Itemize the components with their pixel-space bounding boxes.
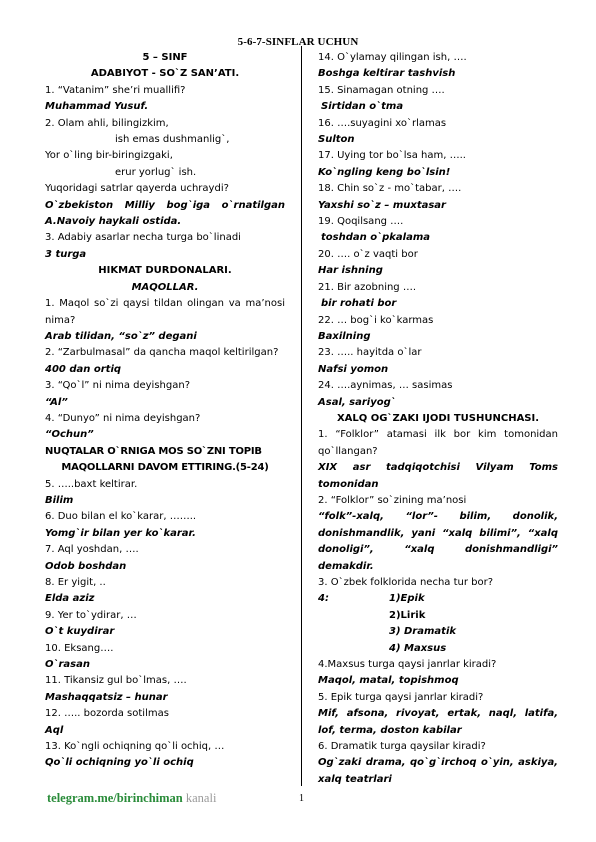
- h-question-1: 1. Maqol so`zi qaysi tildan olingan va ma’nosi nima?: [45, 298, 285, 326]
- proverb-8-question: 8. Er yigit, ..: [45, 577, 106, 588]
- proverb-17-question: 17. Uying tor bo`lsa ham, …..: [318, 150, 466, 162]
- h-question-2: 2. “Zarbulmasal” da qancha maqol keltirilgan?: [45, 347, 279, 359]
- proverb-20-answer: Har ishning: [318, 265, 383, 277]
- h-answer-2: 400 dan ortiq: [45, 363, 122, 375]
- section-title: ADABIYOT - SO`Z SAN’ATI.: [90, 68, 240, 80]
- h-question-4: 4. “Dunyo” ni nima deyishgan?: [45, 412, 201, 424]
- folklor-question-5: 5. Epik turga qaysi janrlar kiradi?: [318, 691, 484, 703]
- folklor-type-2: 2)Lirik: [389, 609, 426, 621]
- proverb-9-question: 9. Yer to`ydirar, …: [45, 609, 137, 621]
- proverb-14-answer: Boshga keltirar tashvish: [318, 68, 456, 80]
- proverb-6-answer: Yomg`ir bilan yer ko`karar.: [45, 527, 196, 539]
- proverb-16-answer: Sulton: [318, 134, 355, 146]
- folklor-type-3: 3) Dramatik: [389, 626, 457, 638]
- answer-3: 3 turga: [45, 248, 87, 260]
- question-2-line-4: erur yorlug` ish.: [115, 166, 197, 178]
- folklor-answer-3-count: 4:: [318, 593, 329, 605]
- question-2-line-1: 2. Olam ahli, bilingizkim,: [45, 117, 169, 129]
- proverb-14-question: 14. O`ylamay qilingan ish, ….: [318, 52, 467, 63]
- answer-1: Muhammad Yusuf.: [45, 101, 149, 113]
- proverb-12-question: 12. ….. bozorda sotilmas: [45, 708, 169, 720]
- proverb-11-answer: Mashaqqatsiz – hunar: [45, 691, 168, 703]
- proverb-11-question: 11. Tikansiz gul bo`lmas, ….: [45, 675, 187, 687]
- telegram-link[interactable]: telegram.me/birinchiman: [47, 791, 183, 805]
- proverb-13-answer: Qo`li ochiqning yo`li ochiq: [45, 757, 194, 769]
- proverb-10-answer: O`rasan: [45, 659, 90, 671]
- folklor-question-1: 1. “Folklor” atamasi ilk bor kim tomonidan qo`llangan?: [318, 429, 558, 457]
- proverb-17-answer: Ko`ngling keng bo`lsin!: [318, 166, 451, 178]
- proverb-24-answer: Asal, sariyog`: [318, 396, 396, 408]
- proverb-18-answer: Yaxshi so`z – muxtasar: [318, 199, 446, 211]
- column-divider: [301, 46, 302, 786]
- task-heading-line-1: NUQTALAR O`RNIGA MOS SO`ZNI TOPIB: [45, 445, 262, 457]
- answer-2-line-1: O`zbekiston Milliy bog`iga o`rnatilgan: [45, 199, 285, 211]
- h-answer-1: Arab tilidan, “so`z” degani: [45, 330, 197, 342]
- proverb-15-answer: Sirtidan o`tma: [321, 101, 404, 113]
- heading-folklor: XALQ OG`ZAKI IJODI TUSHUNCHASI.: [336, 412, 540, 424]
- heading-hikmat: HIKMAT DURDONALARI.: [98, 265, 232, 277]
- proverb-12-answer: Aql: [45, 724, 64, 736]
- proverb-7-answer: Odob boshdan: [45, 560, 127, 572]
- proverb-21-question: 21. Bir azobning ….: [318, 281, 417, 293]
- folklor-question-6: 6. Dramatik turga qaysilar kiradi?: [318, 741, 486, 753]
- folklor-question-3: 3. O`zbek folklorida necha tur bor?: [318, 577, 494, 588]
- folklor-type-1: 1)Epik: [389, 593, 425, 605]
- proverb-22-question: 22. … bog`i ko`karmas: [318, 314, 434, 326]
- proverb-9-answer: O`t kuydirar: [45, 626, 115, 638]
- proverb-23-answer: Nafsi yomon: [318, 363, 389, 375]
- footer-channel: [47, 791, 216, 806]
- page-number: 1: [299, 793, 304, 804]
- folklor-answer-3: [318, 591, 558, 607]
- folklor-type-4: 4) Maxsus: [389, 642, 447, 654]
- proverb-18-question: 18. Chin so`z - mo`tabar, ….: [318, 183, 462, 195]
- proverb-19-answer: toshdan o`pkalama: [321, 232, 430, 244]
- proverb-20-question: 20. …. o`z vaqti bor: [318, 248, 418, 260]
- h-answer-3: “Al”: [45, 396, 68, 408]
- folklor-question-2: 2. “Folklor” so`zining ma’nosi: [318, 494, 467, 506]
- heading-maqollar: MAQOLLAR.: [131, 281, 199, 293]
- folklor-answer-5: Mif, afsona, rivoyat, ertak, naql, latifa, lof, terma, doston kabilar: [318, 708, 558, 736]
- folklor-question-4: 4.Maxsus turga qaysi janrlar kiradi?: [318, 659, 497, 671]
- question-2-line-3: Yor o`ling bir-biringizgaki,: [45, 150, 173, 162]
- question-1: 1. “Vatanim” she’ri muallifi?: [45, 84, 186, 96]
- channel-suffix: kanali: [182, 791, 217, 805]
- proverb-21-answer: bir rohati bor: [321, 298, 397, 310]
- proverb-15-question: 15. Sinamagan otning ….: [318, 84, 445, 96]
- task-heading-line-2: MAQOLLARNI DAVOM ETTIRING.(5-24): [61, 462, 269, 474]
- proverb-24-question: 24. ….aynimas, … sasimas: [318, 380, 453, 392]
- h-answer-4: “Ochun”: [45, 429, 94, 441]
- folklor-answer-1: XIX asr tadqiqotchisi Vilyam Toms tomonidan: [318, 462, 558, 490]
- proverb-23-question: 23. ….. hayitda o`lar: [318, 347, 422, 359]
- proverb-22-answer: Baxilning: [318, 330, 371, 342]
- h-question-3: 3. “Qo`l” ni nima deyishgan?: [45, 380, 190, 392]
- question-2-line-2: ish emas dushmanlig`,: [115, 134, 230, 146]
- answer-2-line-2: A.Navoiy haykali ostida.: [45, 216, 182, 228]
- folklor-answer-4: Maqol, matal, topishmoq: [318, 675, 459, 687]
- proverb-10-question: 10. Eksang….: [45, 642, 114, 654]
- folklor-answer-2: “folk”-xalq, “lor”- bilim, donolik, donishmandlik, yani “xalq bilimi”, “xalq donoligi”, “xalq donishmandligi” demakdir.: [318, 511, 558, 572]
- proverb-13-question: 13. Ko`ngli ochiqning qo`li ochiq, …: [45, 741, 225, 753]
- left-column: [45, 50, 285, 772]
- right-column: [318, 50, 558, 788]
- folklor-answer-6: Og`zaki drama, qo`g`irchoq o`yin, askiya, xalq teatrlari: [318, 757, 558, 785]
- proverb-8-answer: Elda aziz: [45, 593, 95, 605]
- proverb-19-question: 19. Qoqilsang ….: [318, 216, 404, 228]
- proverb-5-question: 5. …..baxt keltirar.: [45, 478, 138, 490]
- proverb-5-answer: Bilim: [45, 494, 74, 506]
- question-2-line-5: Yuqoridagi satrlar qayerda uchraydi?: [45, 183, 229, 195]
- page-header: 5-6-7-SINFLAR UCHUN: [237, 36, 359, 48]
- proverb-6-question: 6. Duo bilan el ko`karar, ……..: [45, 511, 197, 523]
- proverb-16-question: 16. ….suyagini xo`rlamas: [318, 117, 447, 129]
- question-3: 3. Adabiy asarlar necha turga bo`linadi: [45, 232, 241, 244]
- grade-title: 5 – SINF: [142, 52, 188, 63]
- proverb-7-question: 7. Aql yoshdan, ….: [45, 544, 139, 556]
